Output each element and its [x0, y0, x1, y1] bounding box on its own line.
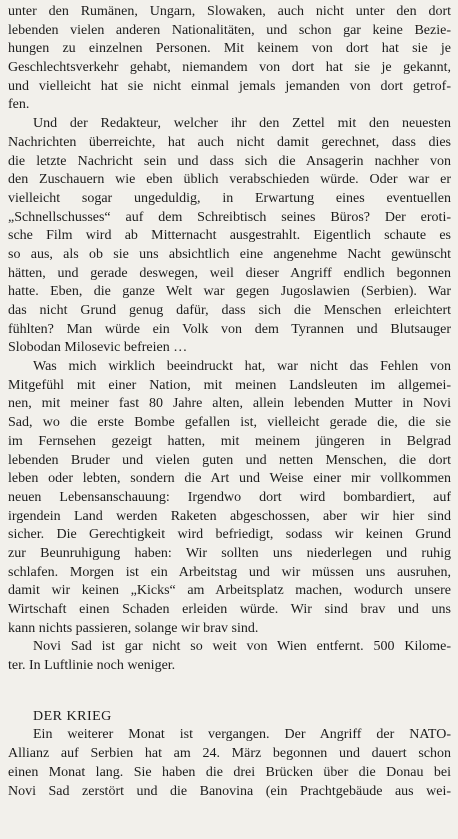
text-line: Slobodan Milosevic befreien …	[8, 340, 188, 356]
text-line: sicher. Die Gerechtigkeit wird befriedigt, sodass wir keinen Grund	[8, 527, 451, 543]
text-line: hatte. Eben, die ganze Welt war gegen Jugoslawien (Serbien). War	[8, 284, 451, 300]
text-line: die letzte Nachricht sein und dass sich die Ansagerin nachher von	[8, 153, 451, 169]
text-line: Ein weiterer Monat ist vergangen. Der Angriff der NATO-	[33, 727, 451, 743]
text-line: fühlten? Man würde ein Volk von dem Tyrannen und Blutsauger	[8, 321, 451, 337]
paragraph-5	[8, 726, 451, 801]
text-line: hungen zu einzelnen Personen. Mit keinem von dort hat sie je	[8, 41, 451, 57]
paragraph-2	[8, 115, 451, 358]
text-line: das nicht Grund genug dafür, dass sich die Menschen erleichtert	[8, 303, 451, 318]
text-line: Sad, wo die erste Bombe gefallen ist, vielleicht gerade die, die sie	[8, 415, 451, 431]
text-line: fen.	[8, 97, 30, 113]
text-line: kann nichts passieren, solange wir brav sind.	[8, 620, 259, 636]
text-line: schlafen. Morgen ist ein Arbeitstag und wir müssen uns ausruhen,	[8, 564, 451, 580]
text-line: Mitgefühl mit einer Nation, mit meinen Landsleuten im allgemei-	[8, 377, 451, 393]
text-line: lebenden vielen anderen Nationalitäten, und schon gar keine Bezie-	[8, 22, 451, 38]
text-line: irgendein Land werden Raketen abgeschossen, aber wir hier sind	[8, 508, 451, 524]
text-line: Geschlechtsverkehr gehabt, niemandem von dort hat sie je gekannt,	[8, 60, 451, 76]
text-line: vielleicht sogar ungeduldig, in Erwartung eines eventuellen	[8, 190, 451, 206]
text-line: Und der Redakteur, welcher ihr den Zettel mit den neuesten	[33, 116, 451, 132]
text-line: damit wir keinen „Kicks“ am Arbeitsplatz machen, wodurch unsere	[8, 583, 451, 599]
text-line: Was mich wirklich beeindruckt hat, war nicht das Fehlen von	[33, 359, 451, 375]
text-line: im Fernsehen gezeigt hatten, mit meinem jüngeren in Belgrad	[8, 433, 451, 449]
text-line: unter den Rumänen, Ungarn, Slowaken, auch nicht unter den dort	[8, 4, 451, 19]
text-line: einen Monat lang. Sie haben die drei Brücken über die Donau bei	[8, 764, 451, 780]
text-line: Novi Sad ist gar nicht so weit von Wien entfernt. 500 Kilome-	[33, 639, 451, 655]
text-line: ter. In Luftlinie noch weniger.	[8, 658, 176, 674]
text-line: sche Film wird ab Mitternacht ausgestrahlt. Eigentlich schaute es	[8, 228, 451, 244]
text-line: zur Beunruhigung haben: Wir sollten uns niederlegen und ruhig	[8, 545, 451, 561]
text-line: neuen Lebensanschauung: Irgendwo dort wird bombardiert, auf	[8, 489, 451, 505]
text-line: den Zuschauern wie eben üblich verabschieden würde. Oder war er	[8, 172, 451, 188]
text-line: Novi Sad zerstört und die Banovina (ein Prachtgebäude aus wei-	[8, 783, 451, 799]
text-line: und vielleicht hat sie nicht einmal jemals jemanden von dort getrof-	[8, 78, 451, 94]
text-line: nen, mit meiner fast 80 Jahre alten, allein lebenden Mutter in Novi	[8, 396, 451, 412]
paragraph-4	[8, 638, 451, 675]
text-line: leben oder lebten, sondern die Art und Weise einer mir vollkommen	[8, 471, 451, 487]
paragraph-1	[8, 3, 451, 115]
text-line: „Schnellschusses“ auf dem Schreibtisch seines Büros? Der eroti-	[8, 209, 451, 225]
section-spacer	[8, 676, 451, 708]
text-line: Nachrichten überreichte, hat auch nicht damit gerechnet, dass dies	[8, 134, 451, 150]
text-line: lebenden Bruder und vielen guten und netten Menschen, die dort	[8, 452, 451, 468]
section-heading: DER KRIEG	[33, 708, 112, 724]
text-line: hätten, und gerade deswegen, weil dieser Angriff endlich begonnen	[8, 265, 451, 281]
text-line: Allianz auf Serbien hat am 24. März begonnen und dauert schon	[8, 746, 451, 762]
paragraph-3	[8, 358, 451, 638]
text-line: so aus, als ob sie uns absichtlich eine angenehme Nacht gewünscht	[8, 246, 451, 262]
text-line: Wirtschaft einen Schaden erleiden würde. Wir sind brav und uns	[8, 602, 451, 617]
